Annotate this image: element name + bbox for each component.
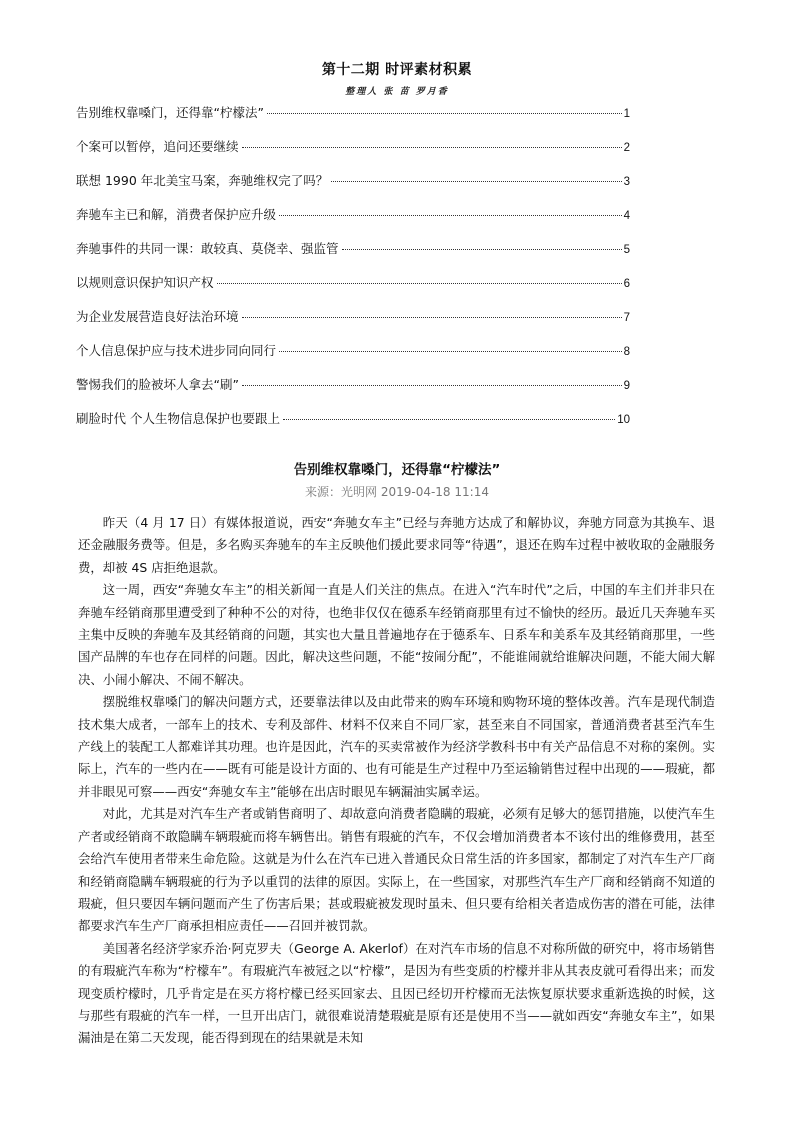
article-paragraph: 美国著名经济学家乔治·阿克罗夫（George A. Akerlof）在对汽车市场的信息不对称所做的研究中，将市场销售的有瑕疵汽车称为“柠檬车”。有瑕疵汽车被冠之以“柠檬”，是因为有些变质的柠檬并非从其表皮就可看得出来；而发现变质柠檬时，几乎肯定是在买方将柠檬已经买回家去、且因已经切开柠檬而无法恢复原状要求重新选换的时候，这与那些有瑕疵的汽车一样，一旦开出店门，就很难说清楚瑕疵是原有还是使用不当——就如西安“奔驰女车主”，如果漏油是在第二天发现，能否得到现在的结果就是未知 (78, 940, 715, 1046)
toc-entry-title: 联想 1990 年北美宝马案，奔驰维权完了吗？ (76, 173, 329, 188)
toc-entry-page: 1 (623, 108, 630, 120)
toc-entry-page: 8 (623, 346, 630, 358)
toc-entry-page: 3 (623, 176, 630, 188)
article-title: 告别维权靠嗓门，还得靠“柠檬法” (293, 462, 501, 478)
compilers-line: 整理人 张 苗 罗月香 (345, 87, 449, 97)
toc-leader-dots (279, 215, 622, 216)
toc-entry-9[interactable] (76, 368, 630, 402)
toc-entry-page: 10 (617, 414, 630, 426)
article-paragraph: 对此，尤其是对汽车生产者或销售商明了、却故意向消费者隐瞒的瑕疵，必须有足够大的惩罚措施，以使汽车生产者或经销商不敢隐瞒车辆瑕疵而将车辆售出。销售有瑕疵的汽车，不仅会增加消费者本不该付出的维修费用，甚至会给汽车使用者带来生命危险。这就是为什么在汽车已进入普通民众日常生活的许多国家，都制定了对汽车生产厂商和经销商隐瞒车辆瑕疵的行为予以重罚的法律的原因。实际上，在一些国家，对那些汽车生产厂商和经销商不知道的瑕疵，但只要因车辆问题而产生了伤害后果；甚或瑕疵被发现时虽未、但只要有给相关者造成伤害的潜在可能，法律都要求汽车生产厂商承担相应责任——召回并被罚款。 (78, 806, 715, 934)
toc-leader-dots (242, 317, 622, 318)
toc-leader-dots (217, 283, 622, 284)
toc-entry-title: 个人信息保护应与技术进步同向同行 (76, 343, 277, 358)
toc-entry-title: 以规则意识保护知识产权 (76, 275, 214, 290)
article-paragraph: 昨天（4 月 17 日）有媒体报道说，西安“奔驰女车主”已经与奔驰方达成了和解协议，奔驰方同意为其换车、退还金融服务费等。但是，多名购买奔驰车的车主反映他们援此要求同等“待遇”，退还在购车过程中被收取的金融服务费，却被 4S 店拒绝退款。 (78, 515, 715, 575)
toc-leader-dots (267, 113, 622, 114)
article-paragraph: 这一周，西安“奔驰女车主”的相关新闻一直是人们关注的焦点。在进入“汽车时代”之后，中国的车主们并非只在奔驰车经销商那里遭受到了种种不公的对待，也绝非仅仅在德系车经销商那里有过不愉快的经历。最近几天奔驰车买主集中反映的奔驰车及其经销商的问题，其实也大量且普遍地存在于德系车、日系车和美系车及其经销商那里，一些国产品牌的车也存在同样的问题。因此，解决这些问题，不能“按闹分配”，不能谁闹就给谁解决问题，不能大闹大解决、小闹小解决、不闹不解决。 (78, 582, 715, 687)
toc-entry-page: 7 (623, 312, 630, 324)
toc-entry-title: 为企业发展营造良好法治环境 (76, 309, 239, 324)
article-source: 来源：光明网 2019-04-18 11:14 (305, 485, 489, 499)
toc-leader-dots (342, 249, 622, 250)
toc-leader-dots (283, 419, 615, 420)
toc-entry-5[interactable] (76, 232, 630, 266)
toc-entry-2[interactable] (76, 130, 630, 164)
toc-entry-title: 奔驰事件的共同一课：敢较真、莫侥幸、强监管 (76, 241, 339, 256)
toc-entry-10[interactable] (76, 402, 630, 436)
toc-leader-dots (331, 181, 621, 182)
toc-entry-title: 个案可以暂停，追问还要继续 (76, 139, 239, 154)
toc-entry-title: 告别维权靠嗓门，还得靠“柠檬法” (76, 105, 264, 120)
toc-entry-8[interactable] (76, 334, 630, 368)
toc-leader-dots (242, 385, 622, 386)
toc-entry-page: 5 (623, 244, 630, 256)
toc-entry-title: 刷脸时代 个人生物信息保护也要跟上 (76, 411, 280, 426)
toc-leader-dots (242, 147, 622, 148)
article-body (78, 512, 715, 1050)
document-title: 第十二期 时评素材积累 (321, 62, 473, 78)
article-paragraph: 摆脱维权靠嗓门的解决问题方式，还要靠法律以及由此带来的购车环境和购物环境的整体改善。汽车是现代制造技术集大成者，一部车上的技术、专利及部件、材料不仅来自不同厂家，甚至来自不同国家，普通消费者甚至汽车生产线上的装配工人都难详其功理。也许是因此，汽车的买卖常被作为经济学教科书中有关产品信息不对称的案例。实际上，汽车的一些内在——既有可能是设计方面的、也有可能是生产过程中乃至运输销售过程中出现的——瑕疵，都并非眼见可察——西安“奔驰女车主”能够在出店时眼见车辆漏油实属幸运。 (78, 694, 715, 799)
toc-entry-page: 6 (623, 278, 630, 290)
toc-entry-page: 9 (623, 380, 630, 392)
toc-entry-title: 奔驰车主已和解，消费者保护应升级 (76, 207, 277, 222)
toc-entry-7[interactable] (76, 300, 630, 334)
toc-entry-3[interactable] (76, 164, 630, 198)
toc-entry-1[interactable] (76, 96, 630, 130)
toc-entry-6[interactable] (76, 266, 630, 300)
toc-entry-page: 2 (623, 142, 630, 154)
toc-entry-title: 警惕我们的脸被坏人拿去“刷” (76, 377, 239, 392)
toc-entry-4[interactable] (76, 198, 630, 232)
toc-entry-page: 4 (623, 210, 630, 222)
table-of-contents (76, 96, 630, 436)
toc-leader-dots (279, 351, 622, 352)
